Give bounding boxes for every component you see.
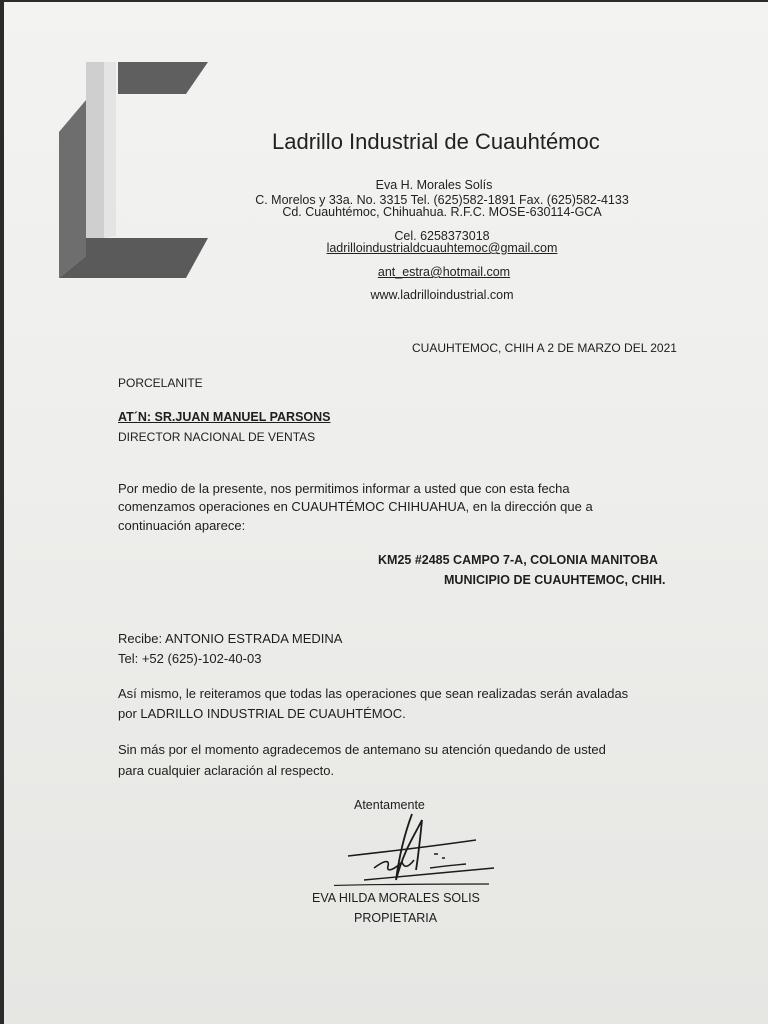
owner-name: Eva H. Morales Solís: [375, 178, 493, 192]
recipient-attn: AT´N: SR.JUAN MANUEL PARSONS: [118, 410, 331, 424]
email-gmail-link[interactable]: ladrilloindustrialdcuauhtemoc@gmail.com: [326, 241, 558, 255]
website-link[interactable]: www.ladrilloindustrial.com: [370, 288, 514, 302]
date-line: CUAUHTEMOC, CHIH A 2 DE MARZO DEL 2021: [412, 341, 677, 355]
paragraph-3-line-1: Sin más por el momento agradecemos de antemano su atención quedando de usted: [118, 742, 606, 757]
recibe-line: Recibe: ANTONIO ESTRADA MEDINA: [118, 631, 343, 646]
recipient-title: DIRECTOR NACIONAL DE VENTAS: [118, 430, 316, 444]
company-name: Ladrillo Industrial de Cuauhtémoc: [272, 129, 600, 154]
signature-image: [334, 810, 504, 900]
letter-page: [4, 2, 768, 1024]
paragraph-1-line-1: Por medio de la presente, nos permitimos informar a usted que con esta fecha: [118, 481, 570, 496]
signer-role: PROPIETARIA: [354, 911, 438, 925]
company-logo: [56, 60, 211, 280]
closing-salutation: Atentamente: [354, 798, 425, 812]
paragraph-2-line-2: por LADRILLO INDUSTRIAL DE CUAUHTÉMOC.: [118, 706, 406, 721]
paragraph-1-line-2: comenzamos operaciones en CUAUHTÉMOC CHIHUAHUA, en la dirección que a: [118, 499, 593, 514]
address-line-2: MUNICIPIO DE CUAUHTEMOC, CHIH.: [444, 573, 666, 587]
signer-name: EVA HILDA MORALES SOLIS: [312, 891, 480, 905]
email-hotmail-link[interactable]: ant_estra@hotmail.com: [377, 265, 511, 279]
address-line-1: KM25 #2485 CAMPO 7-A, COLONIA MANITOBA: [378, 553, 658, 567]
address-line: C. Morelos y 33a. No. 3315 Tel. (625)582-1891 Fax. (625)582-4133: [255, 193, 629, 207]
paragraph-2-line-1: Así mismo, le reiteramos que todas las operaciones que sean realizadas serán avaladas: [118, 686, 629, 701]
paragraph-1-line-3: continuación aparece:: [118, 518, 246, 533]
cel-number: Cel. 6258373018: [394, 229, 490, 243]
telephone-line: Tel: +52 (625)-102-40-03: [118, 651, 262, 666]
recipient-company: PORCELANITE: [118, 376, 203, 390]
city-rfc-line: Cd. Cuauhtémoc, Chihuahua. R.F.C. MOSE-630114-GCA: [282, 205, 602, 219]
paragraph-3-line-2: para cualquier aclaración al respecto.: [118, 763, 335, 778]
